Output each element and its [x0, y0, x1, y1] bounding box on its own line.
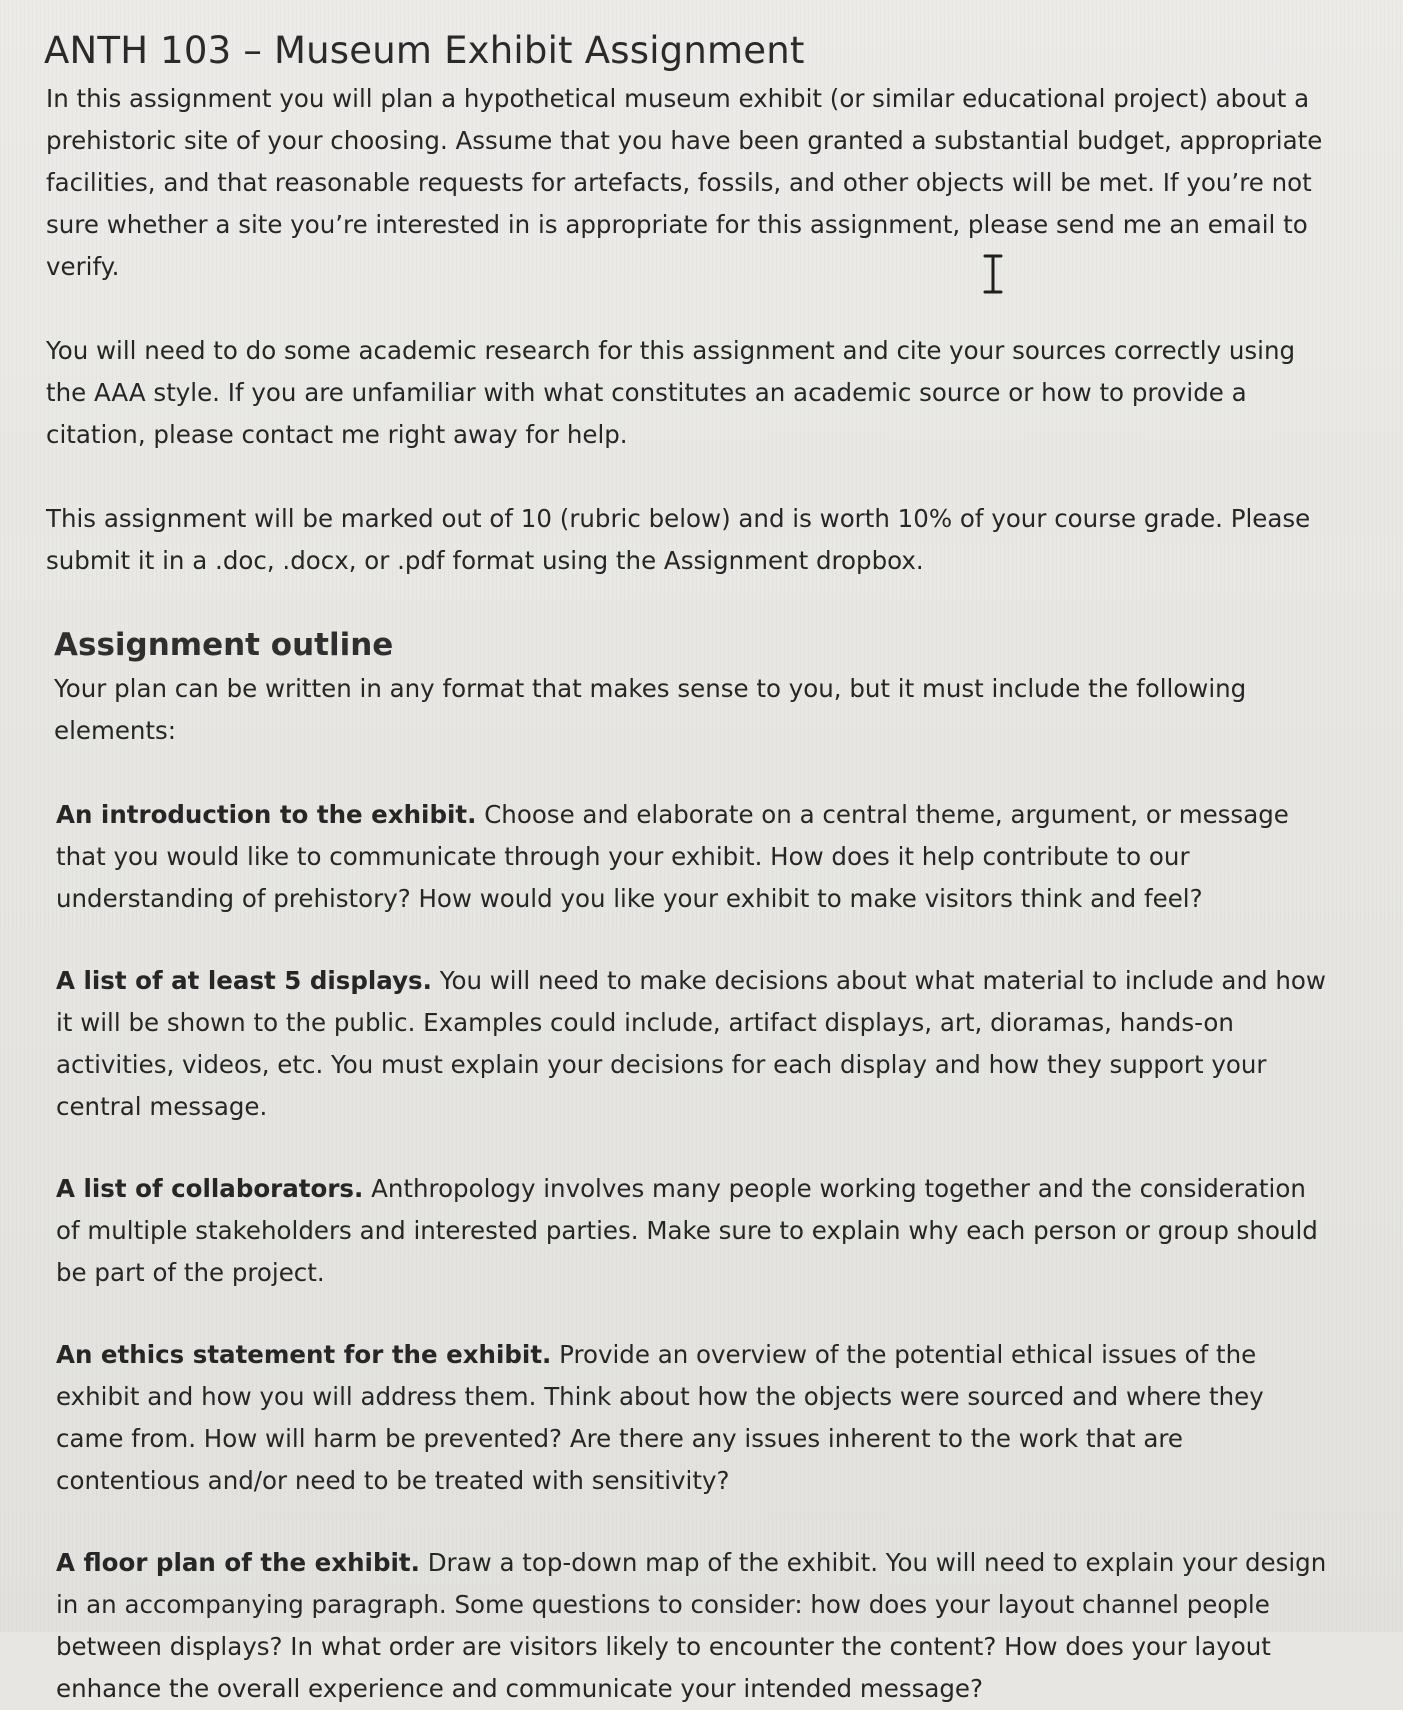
grading-paragraph: This assignment will be marked out of 10 (rubric below) and is worth 10% of your course grade. Please submit it in a .doc, .docx, or .pdf format using the Assignment dropbox.	[46, 504, 1311, 575]
intro-paragraph: In this assignment you will plan a hypothetical museum exhibit (or similar educational project) about a prehistoric site of your choosing. Assume that you have been granted a substantial budget, appropriate facilities, and that reasonable requests for artefacts, fossils, and other objects will be met. If you’re not sure whether a site you’re interested in is appropriate for this assignment, please send me an email to verify.	[46, 84, 1323, 281]
outline-intro: Your plan can be written in any format that makes sense to you, but it must include the following elements:	[54, 674, 1247, 745]
element-floor-plan	[56, 1542, 1333, 1710]
element-text: Draw a top-down map of the exhibit. You will need to explain your design in an accompanying paragraph. Some questions to consider: how does your layout channel people between displays? In what order are visitors likely to encounter the content? How does your layout enhance the overall experience and communicate your intended message?	[56, 1548, 1327, 1703]
element-lead: An ethics statement for the exhibit.	[56, 1340, 552, 1369]
element-text: Provide an overview of the potential ethical issues of the exhibit and how you will address them. Think about how the objects were sourced and where they came from. How will harm be prevented? Are there any issues inherent to the work that are contentious and/or need to be treated with sensitivity?	[56, 1340, 1264, 1495]
element-lead: A list of at least 5 displays.	[56, 966, 432, 995]
element-ethics	[56, 1334, 1333, 1502]
element-lead: A list of collaborators.	[56, 1174, 364, 1203]
research-paragraph: You will need to do some academic research for this assignment and cite your sources correctly using the AAA style. If you are unfamiliar with what constitutes an academic source or how to provide a citation, please contact me right away for help.	[46, 336, 1296, 449]
element-collaborators	[56, 1168, 1333, 1294]
element-introduction	[56, 794, 1333, 920]
element-text: Choose and elaborate on a central theme, argument, or message that you would like to communicate through your exhibit. How does it help contribute to our understanding of prehistory? How would you like your exhibit to make visitors think and feel?	[56, 800, 1289, 913]
element-lead: A floor plan of the exhibit.	[56, 1548, 420, 1577]
element-text: Anthropology involves many people working together and the consideration of multiple stakeholders and interested parties. Make sure to explain why each person or group should be part of the project.	[56, 1174, 1318, 1287]
element-lead: An introduction to the exhibit.	[56, 800, 477, 829]
element-displays	[56, 960, 1333, 1128]
text-cursor-icon	[982, 254, 1004, 294]
outline-heading: Assignment outline	[54, 627, 394, 663]
document-title: ANTH 103 – Museum Exhibit Assignment	[44, 29, 805, 72]
element-text: You will need to make decisions about what material to include and how it will be shown to the public. Examples could include, artifact displays, art, dioramas, hands-on activities, videos, etc. You must explain your decisions for each display and how they support your central message.	[56, 966, 1326, 1121]
